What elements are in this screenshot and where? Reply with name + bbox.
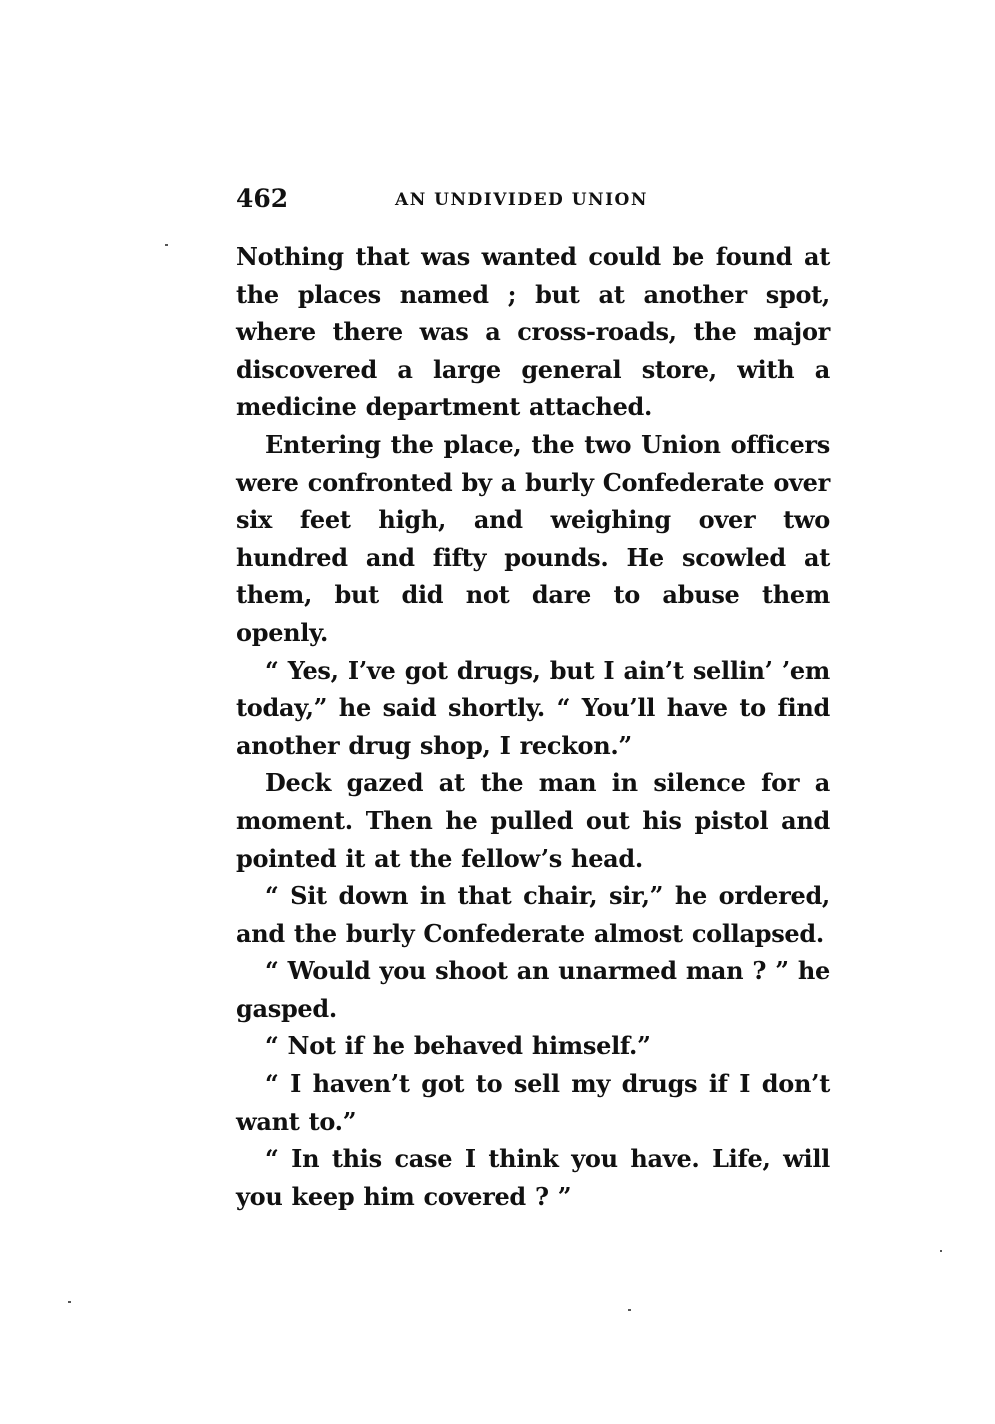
paragraph: “ Yes, I’ve got drugs, but I ain’t sellin’ ’em today,” he said shortly. “ You’ll have to find another drug shop, I reckon.” bbox=[236, 655, 830, 760]
paragraph: “ Not if he behaved himself.” bbox=[265, 1031, 651, 1061]
body-text bbox=[236, 238, 830, 1215]
page-number: 462 bbox=[236, 184, 289, 213]
scan-speck bbox=[628, 1309, 631, 1311]
paragraph: “ I haven’t got to sell my drugs if I don’t want to.” bbox=[236, 1069, 830, 1136]
paragraph: “ Sit down in that chair, sir,” he ordered, and the burly Confederate almost collapsed. bbox=[236, 881, 830, 948]
paragraph: “ In this case I think you have. Life, will you keep him covered ? ” bbox=[236, 1144, 830, 1211]
paragraph: Deck gazed at the man in silence for a moment. Then he pulled out his pistol and pointed it at the fellow’s head. bbox=[236, 768, 830, 873]
paragraph: Entering the place, the two Union officers were confronted by a burly Confederate over six feet high, and weighing over two hundred and fifty pounds. He scowled at them, but did not dare to abuse them openly. bbox=[236, 429, 830, 647]
scan-speck bbox=[68, 1301, 71, 1303]
paragraph: “ Would you shoot an unarmed man ? ” he gasped. bbox=[236, 956, 830, 1023]
running-head: AN UNDIVIDED UNION bbox=[395, 190, 648, 210]
paragraph: Nothing that was wanted could be found at the places named ; but at another spot, where there was a cross-roads, the major discovered a large general store, with a medicine department attached. bbox=[236, 242, 830, 422]
scan-speck bbox=[165, 244, 168, 246]
scan-speck bbox=[940, 1250, 942, 1252]
